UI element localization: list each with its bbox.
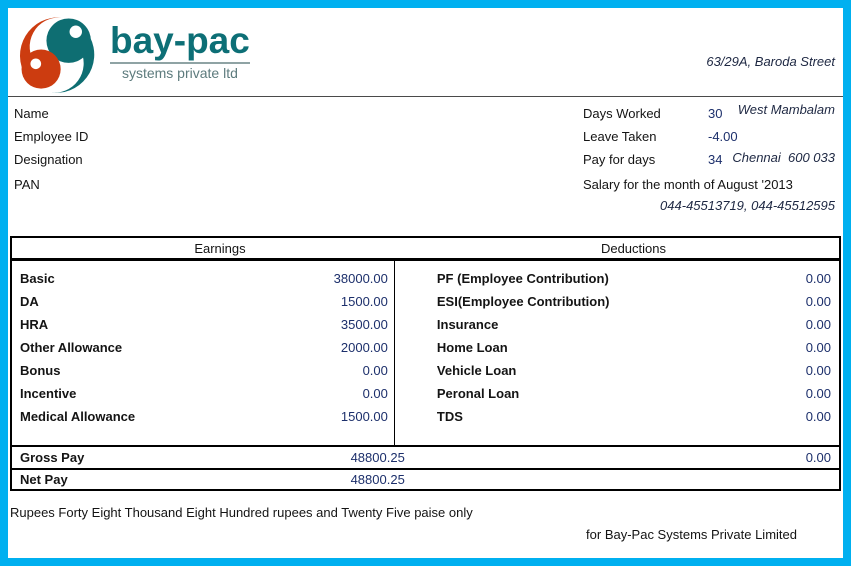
deductions-column (395, 261, 839, 445)
earnings-label: Other Allowance (20, 340, 123, 355)
company-logo (12, 14, 250, 94)
field-value: 34 (708, 152, 723, 167)
field-pan (14, 177, 583, 192)
deductions-row (437, 336, 831, 359)
earnings-row (20, 267, 388, 290)
deductions-row (437, 267, 831, 290)
field-value: 30 (708, 106, 723, 121)
field-designation (14, 152, 583, 167)
address-line: 63/29A, Baroda Street (706, 54, 835, 69)
field-value: -4.00 (708, 129, 738, 144)
deductions-amount: 0.00 (805, 340, 831, 355)
earnings-amount: 1500.00 (340, 294, 388, 309)
deductions-label: Peronal Loan (436, 386, 520, 401)
earnings-label: Bonus (20, 363, 61, 378)
gross-pay-label: Gross Pay (20, 450, 85, 465)
deductions-label: Vehicle Loan (436, 363, 517, 378)
deductions-amount: 0.00 (805, 317, 831, 332)
earnings-amount: 0.00 (362, 363, 388, 378)
earnings-amount: 38000.00 (333, 271, 388, 286)
field-pay-for-days (583, 152, 835, 167)
earnings-row (20, 313, 388, 336)
deductions-row (437, 313, 831, 336)
earnings-row (20, 290, 388, 313)
deductions-label: ESI(Employee Contribution) (436, 294, 610, 309)
deductions-row (437, 359, 831, 382)
earnings-row (20, 359, 388, 382)
salary-period: Salary for the month of August '2013 (583, 177, 793, 192)
deductions-label: PF (Employee Contribution) (436, 271, 609, 286)
earnings-label: Basic (20, 271, 55, 286)
deductions-row (437, 290, 831, 313)
earnings-header: Earnings (194, 240, 246, 256)
field-name (14, 106, 583, 121)
brand-name: bay-pac (110, 20, 250, 61)
field-label: Pay for days (583, 152, 656, 167)
field-employee-id (14, 129, 583, 144)
gross-pay-amount: 48800.25 (350, 450, 405, 465)
earnings-label: Incentive (20, 386, 77, 401)
field-days-worked (583, 106, 835, 121)
deductions-amount: 0.00 (805, 386, 831, 401)
earnings-amount: 1500.00 (340, 409, 388, 424)
employee-info-left (14, 106, 583, 200)
brand-block (110, 22, 250, 81)
deductions-label: Home Loan (436, 340, 508, 355)
deductions-amount: 0.00 (805, 271, 831, 286)
deductions-amount: 0.00 (805, 363, 831, 378)
earnings-label: HRA (20, 317, 49, 332)
earnings-amount: 0.00 (362, 386, 388, 401)
signatory-line: for Bay-Pac Systems Private Limited (586, 527, 797, 542)
pay-table-body (12, 259, 839, 445)
employee-info-section (8, 97, 843, 200)
earnings-amount: 3500.00 (340, 317, 388, 332)
field-label: Name (14, 106, 49, 121)
brand-tagline: systems private ltd (110, 62, 250, 81)
field-label: Leave Taken (583, 129, 657, 144)
field-label: Days Worked (583, 106, 661, 121)
pay-table-header (12, 238, 839, 259)
gross-pay-left (12, 450, 405, 465)
earnings-label: Medical Allowance (20, 409, 136, 424)
deductions-row (437, 405, 831, 428)
address-line: West Mambalam (737, 102, 835, 117)
net-pay-label: Net Pay (20, 472, 68, 487)
employee-info-right (583, 106, 835, 200)
deductions-amount: 0.00 (805, 294, 831, 309)
gross-pay-deduction-total: 0.00 (805, 450, 831, 465)
earnings-label: DA (20, 294, 39, 309)
field-leave-taken (583, 129, 835, 144)
deductions-header: Deductions (600, 240, 666, 256)
deductions-amount: 0.00 (805, 409, 831, 424)
address-line: 044-45513719, 044-45512595 (660, 198, 835, 213)
net-pay-row (12, 468, 839, 489)
field-label: Designation (14, 152, 83, 167)
address-line: Chennai 600 033 (732, 150, 835, 165)
deductions-label: TDS (436, 409, 463, 424)
pay-table-totals (12, 445, 839, 489)
pay-table (10, 236, 841, 491)
field-label: Employee ID (14, 129, 89, 144)
bay-pac-logo-icon (12, 14, 104, 94)
earnings-row (20, 382, 388, 405)
deductions-row (437, 382, 831, 405)
deductions-label: Insurance (436, 317, 499, 332)
net-pay-amount: 48800.25 (350, 472, 405, 487)
earnings-column (12, 261, 395, 445)
field-label: PAN (14, 177, 40, 192)
amount-in-words: Rupees Forty Eight Thousand Eight Hundred rupees and Twenty Five paise only (10, 505, 473, 520)
net-pay-left (12, 472, 405, 487)
gross-pay-row (12, 447, 839, 468)
earnings-row (20, 405, 388, 428)
earnings-amount: 2000.00 (340, 340, 388, 355)
earnings-row (20, 336, 388, 359)
